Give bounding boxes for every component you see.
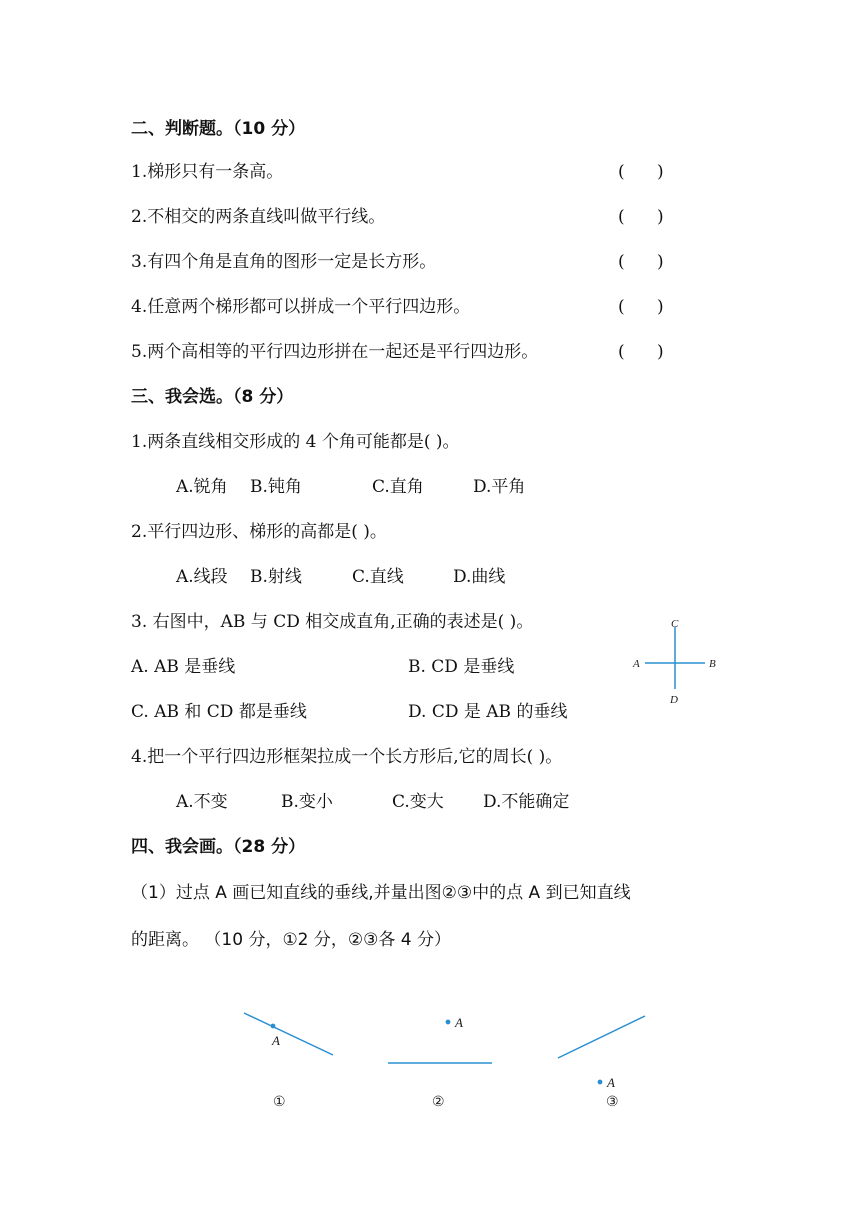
figure-3: [558, 1016, 645, 1110]
q4-option-d[interactable]: D.不能确定: [483, 792, 570, 812]
answer-blank-5[interactable]: ( ): [618, 342, 664, 362]
answer-blank-1[interactable]: ( ): [618, 162, 664, 182]
q2-option-b[interactable]: B.射线: [250, 567, 302, 587]
q1-option-d[interactable]: D.平角: [473, 477, 526, 497]
q1-option-a[interactable]: A.锐角: [176, 477, 228, 497]
q3-option-c[interactable]: C. AB 和 CD 都是垂线: [131, 702, 307, 722]
label-a: A: [633, 658, 640, 670]
drawing-question-line-1: （1）过点 A 画已知直线的垂线,并量出图②③中的点 A 到已知直线: [131, 883, 631, 903]
figure-2: [388, 1015, 492, 1110]
point-a-1[interactable]: [271, 1024, 276, 1029]
q2-option-a[interactable]: A.线段: [176, 567, 228, 587]
label-d: D: [670, 694, 678, 706]
point-a-label-3: A: [607, 1075, 615, 1090]
label-c: C: [671, 618, 679, 630]
q4-option-c[interactable]: C.变大: [392, 792, 444, 812]
choice-question-1: 1.两条直线相交形成的 4 个角可能都是( )。: [131, 432, 460, 452]
point-a-2[interactable]: [446, 1020, 451, 1025]
judgment-item-2: 2.不相交的两条直线叫做平行线。: [131, 207, 386, 227]
perpendicular-lines-figure: [625, 615, 725, 710]
given-line-1[interactable]: [244, 1013, 333, 1055]
given-line-3[interactable]: [558, 1016, 645, 1058]
q3-option-a[interactable]: A. AB 是垂线: [131, 657, 236, 677]
section-heading-judgment: 二、判断题。（10 分）: [131, 119, 306, 139]
figure-number-1: ①: [273, 1095, 286, 1110]
label-b: B: [709, 658, 716, 670]
answer-blank-3[interactable]: ( ): [618, 252, 664, 272]
drawing-question-line-2: 的距离。 （10 分，①2 分，②③各 4 分）: [131, 930, 452, 950]
figure-number-3: ③: [606, 1095, 619, 1110]
choice-question-2: 2.平行四边形、梯形的高都是( )。: [131, 522, 387, 542]
q2-option-d[interactable]: D.曲线: [453, 567, 506, 587]
choice-question-3: 3. 右图中，AB 与 CD 相交成直角,正确的表述是( )。: [131, 612, 534, 632]
q3-option-b[interactable]: B. CD 是垂线: [408, 657, 515, 677]
answer-blank-2[interactable]: ( ): [618, 207, 664, 227]
figure-1: [244, 1013, 333, 1110]
figure-number-2: ②: [432, 1095, 445, 1110]
point-a-label-1: A: [272, 1033, 280, 1048]
q4-option-b[interactable]: B.变小: [281, 792, 333, 812]
answer-blank-4[interactable]: ( ): [618, 297, 664, 317]
drawing-figures: [0, 990, 860, 1120]
q3-option-d[interactable]: D. CD 是 AB 的垂线: [408, 702, 568, 722]
q1-option-c[interactable]: C.直角: [372, 477, 424, 497]
judgment-item-3: 3.有四个角是直角的图形一定是长方形。: [131, 252, 437, 272]
judgment-item-5: 5.两个高相等的平行四边形拼在一起还是平行四边形。: [131, 342, 539, 362]
choice-question-4: 4.把一个平行四边形框架拉成一个长方形后,它的周长( )。: [131, 747, 563, 767]
q4-option-a[interactable]: A.不变: [176, 792, 228, 812]
section-heading-drawing: 四、我会画。（28 分）: [131, 837, 306, 857]
point-a-label-2: A: [455, 1015, 463, 1030]
section-heading-choice: 三、我会选。（8 分）: [131, 387, 294, 407]
judgment-item-1: 1.梯形只有一条高。: [131, 162, 284, 182]
q2-option-c[interactable]: C.直线: [352, 567, 404, 587]
judgment-item-4: 4.任意两个梯形都可以拼成一个平行四边形。: [131, 297, 471, 317]
point-a-3[interactable]: [598, 1080, 603, 1085]
q1-option-b[interactable]: B.钝角: [250, 477, 302, 497]
